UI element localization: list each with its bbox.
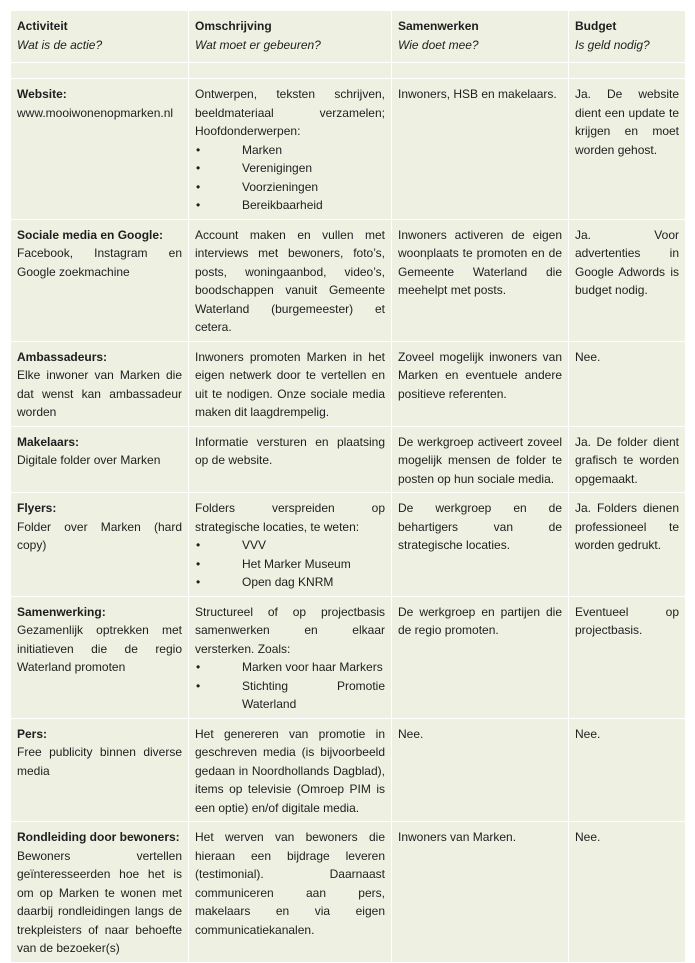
collaboration-cell [392, 426, 569, 493]
collaboration-cell [392, 596, 569, 718]
header-subtitle: Wie doet mee? [398, 37, 479, 52]
table-row [11, 426, 686, 493]
activity-cell [11, 596, 189, 718]
collaboration-cell [392, 718, 569, 822]
activity-subtitle: Free publicity binnen diverse media [17, 745, 182, 778]
header-title: Samenwerken [398, 19, 479, 33]
description-cell [189, 79, 392, 220]
activity-subtitle: Gezamenlijk optrekken met initiatieven die de regio Waterland promoten [17, 623, 182, 674]
header-subtitle: Is geld nodig? [575, 37, 650, 52]
description-cell [189, 341, 392, 426]
description-cell [189, 493, 392, 597]
bullet-icon: • [196, 660, 201, 674]
separator-row [11, 63, 686, 79]
header-title: Activiteit [17, 19, 68, 33]
list-item-label: Open dag KNRM [242, 575, 334, 589]
description-text: Inwoners promoten Marken in het eigen netwerk door te vertellen en uit te nodigen. Onze sociale media maken dit laagdrempelig. [195, 349, 385, 419]
list-item-label: Het Marker Museum [242, 556, 351, 571]
activity-title: Rondleiding door bewoners: [17, 830, 180, 844]
activity-subtitle: www.mooiwonenopmarken.nl [17, 105, 174, 120]
collaboration-text: De werkgroep activeert zoveel mogelijk mensen de folder te posten op hun sociale media. [398, 434, 562, 486]
bullet-list [195, 658, 385, 714]
description-text: Account maken en vullen met interviews met bewoners, foto’s, posts, woningaanbod, video’s, boodschappen vanuit Gemeente Waterland (burgemeester) et cetera. [195, 227, 385, 334]
activity-cell [11, 822, 189, 963]
activity-title: Makelaars: [17, 434, 80, 449]
bullet-icon: • [196, 556, 201, 571]
budget-text: Ja. De folder dient grafisch te worden opgemaakt. [575, 434, 679, 486]
description-cell [189, 426, 392, 493]
budget-cell [569, 79, 686, 220]
budget-text: Ja. Voor advertenties in Google Adwords is budget nodig. [575, 227, 679, 297]
header-subtitle: Wat moet er gebeuren? [195, 37, 321, 52]
budget-cell [569, 219, 686, 341]
description-text: Informatie versturen en plaatsing op de website. [195, 434, 385, 467]
activity-cell [11, 493, 189, 597]
description-text: Het werven van bewoners die hieraan een bijdrage leveren (testimonial). Daarnaast communiceren aan pers, makelaars en via eigen communicatiekanalen. [195, 830, 385, 937]
budget-text: Nee. [575, 726, 601, 741]
list-item [195, 178, 385, 197]
activity-title: Ambassadeurs: [17, 349, 108, 364]
budget-text: Nee. [575, 830, 601, 844]
budget-text: Ja. De website dient een update te krijgen en moet worden gehost. [575, 87, 679, 157]
list-item-label: Marken [242, 142, 283, 157]
bullet-icon: • [196, 161, 201, 175]
description-text: Ontwerpen, teksten schrijven, beeldmateriaal verzamelen; Hoofdonderwerpen: [195, 87, 385, 138]
table-row [11, 493, 686, 597]
description-cell [189, 718, 392, 822]
collaboration-text: Nee. [398, 726, 424, 741]
table-row [11, 341, 686, 426]
budget-cell [569, 718, 686, 822]
activity-title: Pers: [17, 726, 48, 741]
description-cell [189, 219, 392, 341]
activity-cell [11, 79, 189, 220]
list-item [195, 658, 385, 677]
budget-cell [569, 822, 686, 963]
collaboration-cell [392, 493, 569, 597]
description-text: Folders verspreiden op strategische locaties, te weten: [195, 501, 385, 534]
list-item [195, 159, 385, 178]
collaboration-text: Inwoners, HSB en makelaars. [398, 87, 557, 101]
activity-title: Flyers: [17, 501, 57, 515]
table-row [11, 718, 686, 822]
list-item [195, 677, 385, 714]
list-item-label: Marken voor haar Markers [242, 660, 383, 674]
description-text: Structureel of op projectbasis samenwerken en elkaar versterken. Zoals: [195, 604, 385, 656]
header-subtitle: Wat is de actie? [17, 37, 103, 52]
list-item [195, 573, 385, 592]
collaboration-cell [392, 341, 569, 426]
list-item-label: Stichting Promotie Waterland [242, 678, 385, 711]
list-item [195, 141, 385, 160]
header-cell [189, 11, 392, 63]
bullet-list [195, 536, 385, 592]
collaboration-text: Inwoners activeren de eigen woonplaats te promoten en de Gemeente Waterland die meehelpt met posts. [398, 227, 562, 297]
header-row [11, 11, 686, 63]
budget-cell [569, 426, 686, 493]
bullet-icon: • [196, 179, 201, 194]
list-item-label: Bereikbaarheid [242, 198, 323, 212]
budget-text: Eventueel op projectbasis. [575, 604, 679, 637]
collaboration-text: Inwoners van Marken. [398, 830, 517, 844]
budget-text: Nee. [575, 349, 601, 364]
activity-cell [11, 718, 189, 822]
bullet-icon: • [196, 538, 201, 552]
list-item [195, 196, 385, 215]
header-title: Budget [575, 19, 617, 33]
collaboration-text: De werkgroep en partijen die de regio promoten. [398, 604, 562, 637]
activity-subtitle: Bewoners vertellen geïnteresseerden hoe het is om op Marken te wonen met daarbij rondleidingen langs de trekpleisters of naar behoefte van de bezoeker(s) [17, 848, 182, 955]
activity-subtitle: Elke inwoner van Marken die dat wenst kan ambassadeur worden [17, 368, 182, 419]
header-title: Omschrijving [195, 19, 272, 33]
description-cell [189, 822, 392, 963]
budget-cell [569, 596, 686, 718]
list-item-label: VVV [242, 538, 267, 552]
activity-cell [11, 426, 189, 493]
bullet-icon: • [196, 142, 201, 157]
activity-title: Sociale media en Google: [17, 227, 164, 242]
table-row [11, 596, 686, 718]
list-item [195, 555, 385, 574]
header-cell [392, 11, 569, 63]
collaboration-cell [392, 219, 569, 341]
budget-cell [569, 493, 686, 597]
activity-cell [11, 219, 189, 341]
budget-text: Ja. Folders dienen professioneel te worden gedrukt. [575, 501, 679, 552]
activity-subtitle: Folder over Marken (hard copy) [17, 519, 182, 552]
bullet-icon: • [196, 678, 201, 693]
list-item-label: Voorzieningen [242, 179, 319, 194]
activity-subtitle: Facebook, Instagram en Google zoekmachine [17, 246, 182, 279]
activity-subtitle: Digitale folder over Marken [17, 453, 161, 467]
activity-table [10, 10, 686, 963]
collaboration-cell [392, 822, 569, 963]
description-text: Het genereren van promotie in geschreven media (is bijvoorbeeld gedaan in Noordhollands Dagblad), items op televisie (Omroep PIM is een optie) en/of digitale media. [195, 726, 385, 815]
table-row [11, 79, 686, 220]
bullet-icon: • [196, 198, 201, 212]
header-cell [569, 11, 686, 63]
table-row [11, 822, 686, 963]
collaboration-text: De werkgroep en de behartigers van de strategische locaties. [398, 501, 562, 552]
collaboration-cell [392, 79, 569, 220]
table-row [11, 219, 686, 341]
activity-title: Samenwerking: [17, 604, 106, 619]
budget-cell [569, 341, 686, 426]
activity-cell [11, 341, 189, 426]
activity-title: Website: [17, 87, 67, 101]
collaboration-text: Zoveel mogelijk inwoners van Marken en eventuele andere positieve referenten. [398, 349, 562, 401]
list-item-label: Verenigingen [242, 161, 313, 175]
description-cell [189, 596, 392, 718]
header-cell [11, 11, 189, 63]
bullet-list [195, 141, 385, 215]
list-item [195, 536, 385, 555]
bullet-icon: • [196, 575, 201, 589]
